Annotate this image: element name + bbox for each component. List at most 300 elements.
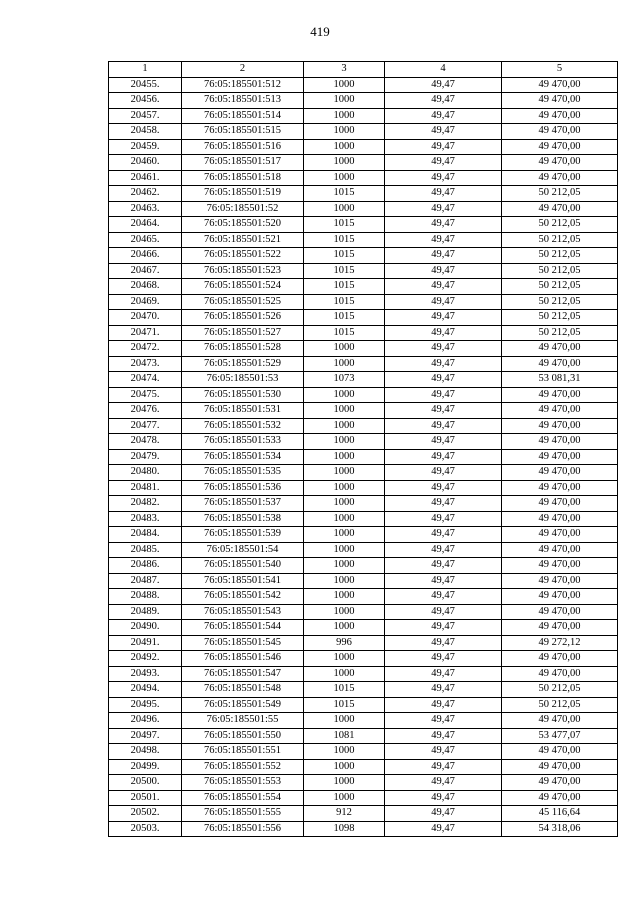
rate-cell: 49,47 <box>385 356 502 372</box>
row-number-cell: 20485. <box>109 542 182 558</box>
table-row <box>109 93 618 109</box>
rate-cell: 49,47 <box>385 279 502 295</box>
area-cell: 1000 <box>304 790 385 806</box>
amount-cell: 50 212,05 <box>502 232 618 248</box>
area-cell: 1073 <box>304 372 385 388</box>
row-number-cell: 20471. <box>109 325 182 341</box>
amount-cell: 49 470,00 <box>502 387 618 403</box>
row-number-cell: 20479. <box>109 449 182 465</box>
table-row <box>109 341 618 357</box>
row-number-cell: 20460. <box>109 155 182 171</box>
row-number-cell: 20486. <box>109 558 182 574</box>
row-number-cell: 20466. <box>109 248 182 264</box>
rate-cell: 49,47 <box>385 511 502 527</box>
table-row <box>109 759 618 775</box>
table-row <box>109 108 618 124</box>
area-cell: 1015 <box>304 682 385 698</box>
row-number-cell: 20493. <box>109 666 182 682</box>
column-header: 3 <box>304 62 385 78</box>
amount-cell: 49 470,00 <box>502 651 618 667</box>
table-row <box>109 511 618 527</box>
rate-cell: 49,47 <box>385 232 502 248</box>
cadastral-number-cell: 76:05:185501:537 <box>182 496 304 512</box>
table-row <box>109 124 618 140</box>
amount-cell: 50 212,05 <box>502 325 618 341</box>
area-cell: 1000 <box>304 573 385 589</box>
rate-cell: 49,47 <box>385 573 502 589</box>
table-row <box>109 387 618 403</box>
row-number-cell: 20461. <box>109 170 182 186</box>
cadastral-number-cell: 76:05:185501:525 <box>182 294 304 310</box>
table-row <box>109 434 618 450</box>
rate-cell: 49,47 <box>385 806 502 822</box>
table-row <box>109 542 618 558</box>
cadastral-number-cell: 76:05:185501:530 <box>182 387 304 403</box>
table-row <box>109 589 618 605</box>
area-cell: 1000 <box>304 201 385 217</box>
rate-cell: 49,47 <box>385 310 502 326</box>
row-number-cell: 20468. <box>109 279 182 295</box>
rate-cell: 49,47 <box>385 77 502 93</box>
cadastral-number-cell: 76:05:185501:522 <box>182 248 304 264</box>
rate-cell: 49,47 <box>385 697 502 713</box>
row-number-cell: 20480. <box>109 465 182 481</box>
amount-cell: 49 470,00 <box>502 356 618 372</box>
area-cell: 1000 <box>304 775 385 791</box>
amount-cell: 49 470,00 <box>502 201 618 217</box>
amount-cell: 49 470,00 <box>502 511 618 527</box>
cadastral-number-cell: 76:05:185501:53 <box>182 372 304 388</box>
cadastral-number-cell: 76:05:185501:554 <box>182 790 304 806</box>
cadastral-number-cell: 76:05:185501:541 <box>182 573 304 589</box>
cadastral-number-cell: 76:05:185501:55 <box>182 713 304 729</box>
table-row <box>109 682 618 698</box>
rate-cell: 49,47 <box>385 372 502 388</box>
cadastral-number-cell: 76:05:185501:540 <box>182 558 304 574</box>
amount-cell: 54 318,06 <box>502 821 618 837</box>
page-number: 419 <box>310 24 330 39</box>
rate-cell: 49,47 <box>385 604 502 620</box>
row-number-cell: 20481. <box>109 480 182 496</box>
rate-cell: 49,47 <box>385 589 502 605</box>
area-cell: 1000 <box>304 449 385 465</box>
table-row <box>109 620 618 636</box>
rate-cell: 49,47 <box>385 744 502 760</box>
amount-cell: 49 272,12 <box>502 635 618 651</box>
cadastral-number-cell: 76:05:185501:517 <box>182 155 304 171</box>
table-row <box>109 821 618 837</box>
area-cell: 1000 <box>304 341 385 357</box>
cadastral-number-cell: 76:05:185501:533 <box>182 434 304 450</box>
cadastral-number-cell: 76:05:185501:539 <box>182 527 304 543</box>
row-number-cell: 20467. <box>109 263 182 279</box>
rate-cell: 49,47 <box>385 635 502 651</box>
row-number-cell: 20491. <box>109 635 182 651</box>
amount-cell: 50 212,05 <box>502 217 618 233</box>
table-row <box>109 217 618 233</box>
table-row <box>109 465 618 481</box>
row-number-cell: 20502. <box>109 806 182 822</box>
rate-cell: 49,47 <box>385 403 502 419</box>
row-number-cell: 20470. <box>109 310 182 326</box>
amount-cell: 49 470,00 <box>502 108 618 124</box>
amount-cell: 49 470,00 <box>502 744 618 760</box>
table-row <box>109 248 618 264</box>
cadastral-number-cell: 76:05:185501:523 <box>182 263 304 279</box>
table-row <box>109 170 618 186</box>
row-number-cell: 20465. <box>109 232 182 248</box>
rate-cell: 49,47 <box>385 248 502 264</box>
area-cell: 1015 <box>304 697 385 713</box>
rate-cell: 49,47 <box>385 527 502 543</box>
amount-cell: 50 212,05 <box>502 697 618 713</box>
cadastral-number-cell: 76:05:185501:518 <box>182 170 304 186</box>
row-number-cell: 20501. <box>109 790 182 806</box>
table-row <box>109 279 618 295</box>
row-number-cell: 20463. <box>109 201 182 217</box>
cadastral-number-cell: 76:05:185501:544 <box>182 620 304 636</box>
row-number-cell: 20474. <box>109 372 182 388</box>
column-header: 1 <box>109 62 182 78</box>
amount-cell: 49 470,00 <box>502 589 618 605</box>
row-number-cell: 20494. <box>109 682 182 698</box>
cadastral-number-cell: 76:05:185501:552 <box>182 759 304 775</box>
area-cell: 1000 <box>304 387 385 403</box>
rate-cell: 49,47 <box>385 325 502 341</box>
area-cell: 1000 <box>304 713 385 729</box>
row-number-cell: 20458. <box>109 124 182 140</box>
amount-cell: 50 212,05 <box>502 294 618 310</box>
area-cell: 1000 <box>304 480 385 496</box>
row-number-cell: 20462. <box>109 186 182 202</box>
rate-cell: 49,47 <box>385 108 502 124</box>
amount-cell: 49 470,00 <box>502 496 618 512</box>
table-row <box>109 651 618 667</box>
area-cell: 1000 <box>304 356 385 372</box>
amount-cell: 50 212,05 <box>502 279 618 295</box>
amount-cell: 49 470,00 <box>502 790 618 806</box>
amount-cell: 49 470,00 <box>502 465 618 481</box>
rate-cell: 49,47 <box>385 558 502 574</box>
rate-cell: 49,47 <box>385 496 502 512</box>
amount-cell: 49 470,00 <box>502 403 618 419</box>
amount-cell: 49 470,00 <box>502 713 618 729</box>
area-cell: 1015 <box>304 294 385 310</box>
area-cell: 1000 <box>304 744 385 760</box>
cadastral-number-cell: 76:05:185501:512 <box>182 77 304 93</box>
cadastral-number-cell: 76:05:185501:545 <box>182 635 304 651</box>
area-cell: 1000 <box>304 558 385 574</box>
rate-cell: 49,47 <box>385 542 502 558</box>
amount-cell: 49 470,00 <box>502 155 618 171</box>
rate-cell: 49,47 <box>385 666 502 682</box>
table-row <box>109 666 618 682</box>
row-number-cell: 20456. <box>109 93 182 109</box>
row-number-cell: 20457. <box>109 108 182 124</box>
cadastral-number-cell: 76:05:185501:524 <box>182 279 304 295</box>
amount-cell: 50 212,05 <box>502 682 618 698</box>
amount-cell: 50 212,05 <box>502 248 618 264</box>
rate-cell: 49,47 <box>385 93 502 109</box>
table-row <box>109 403 618 419</box>
area-cell: 1081 <box>304 728 385 744</box>
rate-cell: 49,47 <box>385 263 502 279</box>
rate-cell: 49,47 <box>385 201 502 217</box>
cadastral-number-cell: 76:05:185501:553 <box>182 775 304 791</box>
cadastral-number-cell: 76:05:185501:52 <box>182 201 304 217</box>
cadastral-number-cell: 76:05:185501:514 <box>182 108 304 124</box>
amount-cell: 50 212,05 <box>502 263 618 279</box>
area-cell: 1000 <box>304 170 385 186</box>
rate-cell: 49,47 <box>385 620 502 636</box>
table-row <box>109 418 618 434</box>
area-cell: 1015 <box>304 248 385 264</box>
amount-cell: 50 212,05 <box>502 186 618 202</box>
table-row <box>109 294 618 310</box>
cadastral-number-cell: 76:05:185501:543 <box>182 604 304 620</box>
cadastral-number-cell: 76:05:185501:527 <box>182 325 304 341</box>
rate-cell: 49,47 <box>385 387 502 403</box>
table-row <box>109 480 618 496</box>
area-cell: 1015 <box>304 279 385 295</box>
row-number-cell: 20484. <box>109 527 182 543</box>
table-row <box>109 728 618 744</box>
area-cell: 1000 <box>304 77 385 93</box>
area-cell: 1000 <box>304 666 385 682</box>
amount-cell: 49 470,00 <box>502 666 618 682</box>
table-row <box>109 496 618 512</box>
cadastral-number-cell: 76:05:185501:546 <box>182 651 304 667</box>
amount-cell: 49 470,00 <box>502 449 618 465</box>
area-cell: 1000 <box>304 620 385 636</box>
table-row <box>109 558 618 574</box>
cadastral-number-cell: 76:05:185501:528 <box>182 341 304 357</box>
cadastral-number-cell: 76:05:185501:538 <box>182 511 304 527</box>
table-row <box>109 790 618 806</box>
rate-cell: 49,47 <box>385 651 502 667</box>
cadastral-number-cell: 76:05:185501:529 <box>182 356 304 372</box>
area-cell: 1015 <box>304 325 385 341</box>
area-cell: 1000 <box>304 511 385 527</box>
table-header-row <box>109 62 618 78</box>
column-header: 4 <box>385 62 502 78</box>
area-cell: 1000 <box>304 124 385 140</box>
cadastral-number-cell: 76:05:185501:535 <box>182 465 304 481</box>
row-number-cell: 20496. <box>109 713 182 729</box>
amount-cell: 49 470,00 <box>502 558 618 574</box>
table-row <box>109 573 618 589</box>
rate-cell: 49,47 <box>385 217 502 233</box>
amount-cell: 49 470,00 <box>502 170 618 186</box>
cadastral-number-cell: 76:05:185501:531 <box>182 403 304 419</box>
row-number-cell: 20459. <box>109 139 182 155</box>
table-row <box>109 372 618 388</box>
rate-cell: 49,47 <box>385 821 502 837</box>
area-cell: 1000 <box>304 139 385 155</box>
table-body <box>109 77 618 837</box>
amount-cell: 49 470,00 <box>502 604 618 620</box>
cadastral-number-cell: 76:05:185501:536 <box>182 480 304 496</box>
row-number-cell: 20500. <box>109 775 182 791</box>
amount-cell: 49 470,00 <box>502 93 618 109</box>
cadastral-number-cell: 76:05:185501:513 <box>182 93 304 109</box>
area-cell: 996 <box>304 635 385 651</box>
rate-cell: 49,47 <box>385 480 502 496</box>
area-cell: 1000 <box>304 589 385 605</box>
table-row <box>109 186 618 202</box>
cadastral-number-cell: 76:05:185501:550 <box>182 728 304 744</box>
table-row <box>109 356 618 372</box>
cadastral-number-cell: 76:05:185501:556 <box>182 821 304 837</box>
table-row <box>109 604 618 620</box>
table-row <box>109 325 618 341</box>
data-table <box>108 61 618 837</box>
table-row <box>109 635 618 651</box>
row-number-cell: 20489. <box>109 604 182 620</box>
rate-cell: 49,47 <box>385 682 502 698</box>
rate-cell: 49,47 <box>385 790 502 806</box>
area-cell: 912 <box>304 806 385 822</box>
amount-cell: 49 470,00 <box>502 77 618 93</box>
area-cell: 1098 <box>304 821 385 837</box>
area-cell: 1000 <box>304 403 385 419</box>
area-cell: 1015 <box>304 232 385 248</box>
rate-cell: 49,47 <box>385 155 502 171</box>
cadastral-number-cell: 76:05:185501:521 <box>182 232 304 248</box>
column-header: 2 <box>182 62 304 78</box>
table-row <box>109 775 618 791</box>
area-cell: 1000 <box>304 496 385 512</box>
row-number-cell: 20477. <box>109 418 182 434</box>
rate-cell: 49,47 <box>385 139 502 155</box>
amount-cell: 53 081,31 <box>502 372 618 388</box>
row-number-cell: 20469. <box>109 294 182 310</box>
area-cell: 1000 <box>304 465 385 481</box>
area-cell: 1015 <box>304 217 385 233</box>
amount-cell: 49 470,00 <box>502 139 618 155</box>
column-header: 5 <box>502 62 618 78</box>
amount-cell: 49 470,00 <box>502 573 618 589</box>
cadastral-number-cell: 76:05:185501:534 <box>182 449 304 465</box>
amount-cell: 49 470,00 <box>502 759 618 775</box>
table-row <box>109 77 618 93</box>
row-number-cell: 20499. <box>109 759 182 775</box>
amount-cell: 49 470,00 <box>502 341 618 357</box>
rate-cell: 49,47 <box>385 759 502 775</box>
amount-cell: 49 470,00 <box>502 775 618 791</box>
area-cell: 1015 <box>304 310 385 326</box>
rate-cell: 49,47 <box>385 294 502 310</box>
table-row <box>109 232 618 248</box>
cadastral-number-cell: 76:05:185501:520 <box>182 217 304 233</box>
row-number-cell: 20473. <box>109 356 182 372</box>
row-number-cell: 20472. <box>109 341 182 357</box>
row-number-cell: 20498. <box>109 744 182 760</box>
row-number-cell: 20488. <box>109 589 182 605</box>
row-number-cell: 20483. <box>109 511 182 527</box>
area-cell: 1000 <box>304 108 385 124</box>
rate-cell: 49,47 <box>385 775 502 791</box>
cadastral-number-cell: 76:05:185501:516 <box>182 139 304 155</box>
amount-cell: 49 470,00 <box>502 542 618 558</box>
table-row <box>109 263 618 279</box>
row-number-cell: 20492. <box>109 651 182 667</box>
cadastral-number-cell: 76:05:185501:526 <box>182 310 304 326</box>
table-row <box>109 527 618 543</box>
row-number-cell: 20490. <box>109 620 182 636</box>
area-cell: 1015 <box>304 186 385 202</box>
area-cell: 1000 <box>304 604 385 620</box>
rate-cell: 49,47 <box>385 186 502 202</box>
area-cell: 1000 <box>304 527 385 543</box>
table-row <box>109 697 618 713</box>
area-cell: 1000 <box>304 93 385 109</box>
area-cell: 1000 <box>304 759 385 775</box>
row-number-cell: 20478. <box>109 434 182 450</box>
row-number-cell: 20476. <box>109 403 182 419</box>
area-cell: 1000 <box>304 542 385 558</box>
row-number-cell: 20475. <box>109 387 182 403</box>
table-row <box>109 713 618 729</box>
amount-cell: 49 470,00 <box>502 434 618 450</box>
cadastral-number-cell: 76:05:185501:54 <box>182 542 304 558</box>
area-cell: 1000 <box>304 434 385 450</box>
cadastral-number-cell: 76:05:185501:532 <box>182 418 304 434</box>
table-row <box>109 744 618 760</box>
rate-cell: 49,47 <box>385 434 502 450</box>
table-row <box>109 201 618 217</box>
rate-cell: 49,47 <box>385 341 502 357</box>
amount-cell: 49 470,00 <box>502 418 618 434</box>
rate-cell: 49,47 <box>385 124 502 140</box>
table-row <box>109 155 618 171</box>
table-row <box>109 449 618 465</box>
amount-cell: 45 116,64 <box>502 806 618 822</box>
row-number-cell: 20482. <box>109 496 182 512</box>
row-number-cell: 20464. <box>109 217 182 233</box>
amount-cell: 49 470,00 <box>502 620 618 636</box>
cadastral-number-cell: 76:05:185501:542 <box>182 589 304 605</box>
cadastral-number-cell: 76:05:185501:555 <box>182 806 304 822</box>
table-row <box>109 310 618 326</box>
rate-cell: 49,47 <box>385 713 502 729</box>
area-cell: 1000 <box>304 651 385 667</box>
amount-cell: 49 470,00 <box>502 124 618 140</box>
amount-cell: 50 212,05 <box>502 310 618 326</box>
rate-cell: 49,47 <box>385 728 502 744</box>
rate-cell: 49,47 <box>385 465 502 481</box>
row-number-cell: 20495. <box>109 697 182 713</box>
table-row <box>109 806 618 822</box>
amount-cell: 53 477,07 <box>502 728 618 744</box>
amount-cell: 49 470,00 <box>502 527 618 543</box>
area-cell: 1000 <box>304 155 385 171</box>
table-row <box>109 139 618 155</box>
cadastral-number-cell: 76:05:185501:548 <box>182 682 304 698</box>
area-cell: 1015 <box>304 263 385 279</box>
row-number-cell: 20487. <box>109 573 182 589</box>
amount-cell: 49 470,00 <box>502 480 618 496</box>
rate-cell: 49,47 <box>385 170 502 186</box>
row-number-cell: 20497. <box>109 728 182 744</box>
cadastral-number-cell: 76:05:185501:549 <box>182 697 304 713</box>
cadastral-number-cell: 76:05:185501:551 <box>182 744 304 760</box>
cadastral-number-cell: 76:05:185501:547 <box>182 666 304 682</box>
cadastral-number-cell: 76:05:185501:519 <box>182 186 304 202</box>
row-number-cell: 20503. <box>109 821 182 837</box>
rate-cell: 49,47 <box>385 449 502 465</box>
rate-cell: 49,47 <box>385 418 502 434</box>
